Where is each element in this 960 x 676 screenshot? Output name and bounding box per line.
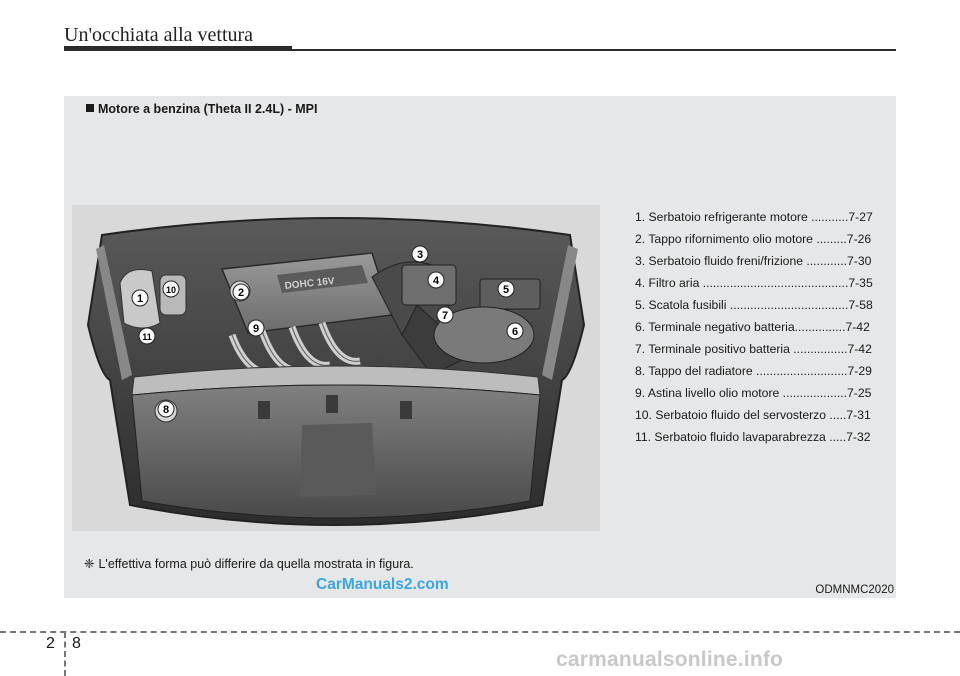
legend-item: 10. Serbatoio fluido del servosterzo .....7-31 (635, 408, 871, 422)
callout-11 (139, 328, 155, 344)
svg-text:10: 10 (165, 285, 177, 295)
page-chapter-number: 2 (46, 635, 55, 652)
legend-item: 11. Serbatoio fluido lavaparabrezza .....7-32 (635, 430, 871, 444)
callout-5 (498, 281, 514, 297)
callout-8 (158, 401, 174, 417)
svg-text:7: 7 (441, 310, 449, 322)
svg-text:3: 3 (416, 249, 424, 261)
svg-text:4: 4 (432, 275, 440, 287)
header-rule (292, 49, 896, 51)
callout-9 (248, 320, 264, 336)
legend-item: 4. Filtro aria ...........................................7-35 (635, 276, 873, 290)
watermark-bottom: carmanualsonline.info (556, 648, 784, 671)
page-number: 8 (72, 635, 81, 652)
watermark-top: CarManuals2.com (316, 576, 449, 593)
callout-10 (163, 281, 179, 297)
engine-cover-label: DOHC 16V (284, 275, 336, 292)
engine-bay-drawing (72, 205, 600, 531)
callout-1 (132, 290, 148, 306)
callout-4 (428, 272, 444, 288)
page-header-title: Un'occhiata alla vettura (64, 24, 254, 46)
legend-item: 8. Tappo del radiatore ...........................7-29 (635, 364, 872, 378)
svg-text:11: 11 (142, 332, 152, 342)
callout-3 (412, 246, 428, 262)
image-code: ODMNMC2020 (815, 584, 894, 596)
legend-item: 2. Tappo rifornimento olio motore .........7-26 (635, 232, 872, 246)
section-heading-text: Motore a benzina (Theta II 2.4L) - MPI (98, 102, 318, 116)
callout-7 (437, 307, 453, 323)
section-heading (86, 102, 317, 116)
svg-text:6: 6 (511, 326, 519, 338)
figure-note (84, 556, 414, 571)
svg-text:5: 5 (502, 284, 510, 296)
svg-text:2: 2 (237, 287, 245, 299)
callout-2 (233, 284, 249, 300)
legend-item: 9. Astina livello olio motore ...................7-25 (635, 386, 872, 400)
svg-text:8: 8 (162, 404, 170, 416)
svg-text:9: 9 (252, 323, 260, 335)
legend-item: 5. Scatola fusibili ...................................7-58 (635, 298, 873, 312)
parts-legend (635, 206, 885, 448)
engine-bay-illustration (72, 205, 600, 531)
note-mark-icon: ❈ (84, 556, 95, 571)
legend-item: 6. Terminale negativo batteria...............7-42 (635, 320, 870, 334)
callout-6 (507, 323, 523, 339)
legend-item: 3. Serbatoio fluido freni/frizione ............7-30 (635, 254, 872, 268)
header-rule-accent (64, 46, 292, 51)
figure-note-text: L'effettiva forma può differire da quella mostrata in figura. (98, 557, 414, 571)
footer-dashed-rule (0, 631, 960, 633)
svg-text:1: 1 (136, 293, 144, 305)
legend-item: 1. Serbatoio refrigerante motore ...........7-27 (635, 210, 873, 224)
legend-item: 7. Terminale positivo batteria ................7-42 (635, 342, 872, 356)
footer-dashed-divider (64, 632, 66, 676)
square-bullet-icon (86, 104, 94, 112)
